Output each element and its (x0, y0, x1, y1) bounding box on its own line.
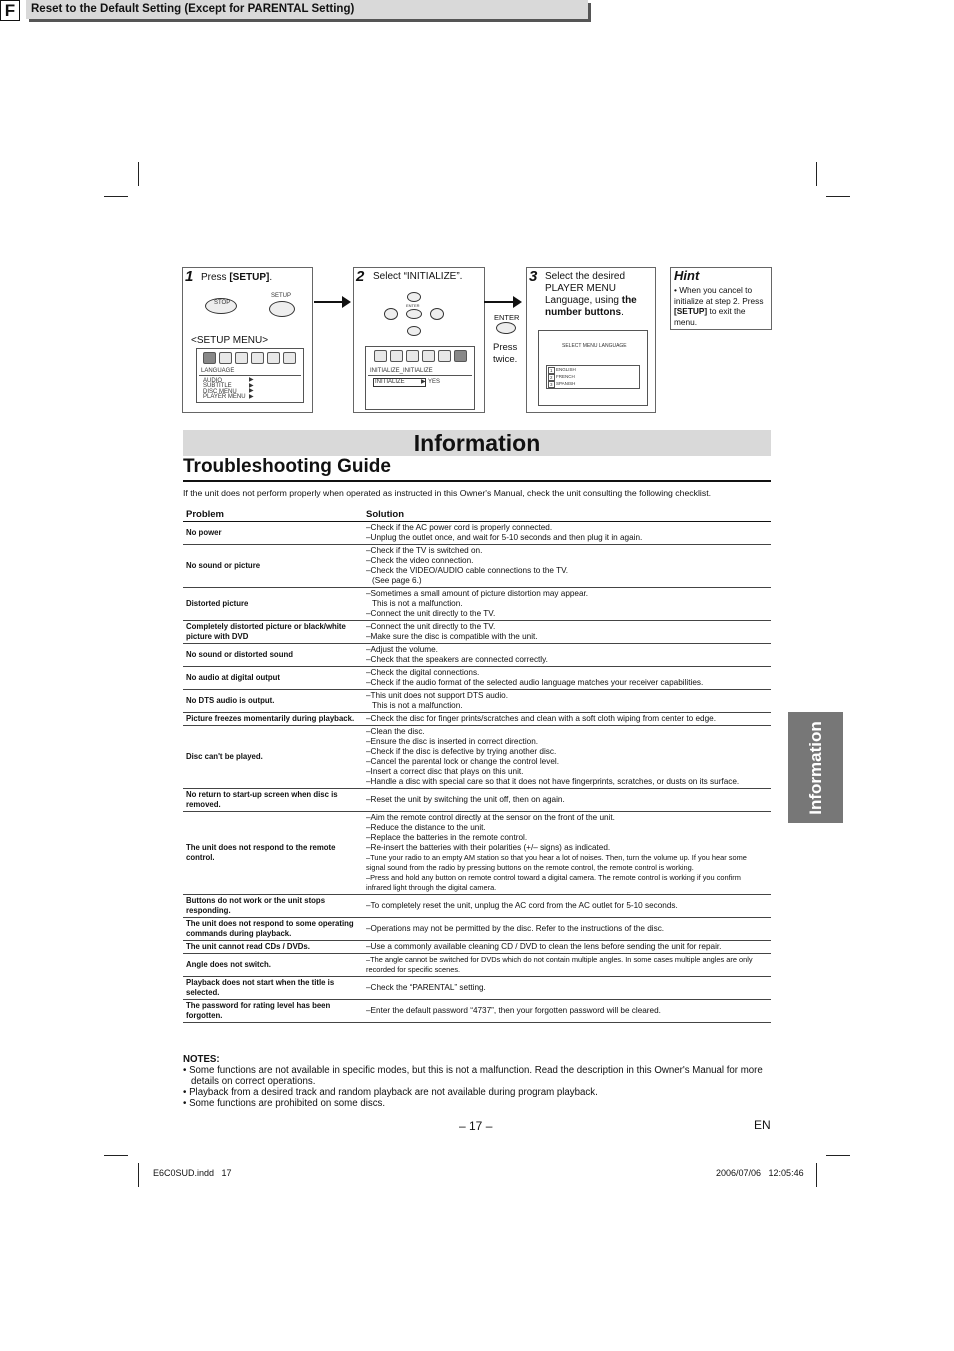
solution-line: –Aim the remote control directly at the sensor on the front of the unit. (366, 813, 615, 822)
parental-icon (251, 352, 264, 364)
solution-cell (363, 644, 771, 667)
crop-mark (816, 1163, 817, 1187)
enter-small-label: ENTER (406, 303, 420, 308)
table-row (183, 726, 771, 789)
solution-cell (363, 667, 771, 690)
language-icon (203, 352, 216, 364)
solution-line: –Check if the AC power cord is properly connected. (366, 523, 553, 532)
table-row (183, 918, 771, 941)
option-number: 1 (550, 368, 553, 373)
solution-line: –Check if the TV is switched on. (366, 546, 483, 555)
footer-filename: E6C0SUD.indd 17 (153, 1168, 232, 1178)
problem-cell: The unit cannot read CDs / DVDs. (183, 941, 363, 954)
screen-header: LANGUAGE (201, 368, 235, 374)
solution-line: –Make sure the disc is compatible with the unit. (366, 632, 538, 641)
step-2-panel (353, 267, 485, 413)
solution-line: –Handle a disc with special care so that it does not have fingerprints, scratches, or dusts on its surface. (366, 777, 740, 786)
problem-cell: Angle does not switch. (183, 954, 363, 977)
problem-cell: No power (183, 522, 363, 545)
language-option: SPANISH (556, 381, 576, 386)
display-icon (219, 352, 232, 364)
setup-button[interactable] (269, 301, 295, 317)
crop-mark (816, 162, 817, 186)
solution-line: –Replace the batteries in the remote control. (366, 833, 528, 842)
solution-line: –Press and hold any button on remote control toward a digital camera. The remote control is working if you confirm infrared light through the digital camera. (366, 873, 741, 892)
language-icon (374, 350, 387, 362)
solution-line: –Clean the disc. (366, 727, 425, 736)
hint-title: Hint (674, 268, 700, 283)
table-row (183, 954, 771, 977)
crop-mark (138, 1163, 139, 1187)
solution-line: –Check the disc for finger prints/scratches and clean with a soft cloth wiping from center to edge. (366, 714, 716, 723)
solution-line: This is not a malfunction. (372, 599, 463, 608)
problem-cell: Buttons do not work or the unit stops responding. (183, 895, 363, 918)
initialize-value: YES (428, 379, 441, 385)
enter-button[interactable] (496, 322, 516, 334)
left-button[interactable] (384, 308, 398, 320)
screen-divider (199, 375, 301, 376)
solution-line: –To completely reset the unit, unplug the AC cord from the AC outlet for 5-10 seconds. (366, 901, 678, 910)
audio-icon (406, 350, 419, 362)
intro-text: If the unit does not perform properly when operated as instructed in this Owner's Manual, check the unit consulting the following checklist. (183, 488, 712, 498)
step-3-panel (526, 267, 656, 413)
problem-cell: Distorted picture (183, 588, 363, 621)
language-screen (538, 330, 648, 406)
step-text-bold: [SETUP] (229, 272, 270, 283)
footer-timestamp: 2006/07/06 12:05:46 (716, 1168, 804, 1178)
up-button[interactable] (407, 292, 421, 302)
page-title: Information (183, 430, 771, 456)
note-item: • Some functions are prohibited on some discs. (183, 1098, 386, 1109)
language-option: FRENCH (556, 374, 575, 379)
section-title: Reset to the Default Setting (Except for PARENTAL Setting) (26, 0, 588, 19)
screen-header: SELECT MENU LANGUAGE (562, 343, 627, 349)
stop-label: STOP (214, 300, 231, 306)
screen-header: INITIALIZE_INITIALIZE (370, 368, 433, 374)
screen-divider (368, 375, 472, 376)
table-row (183, 522, 771, 545)
solution-line: –This unit does not support DTS audio. (366, 691, 508, 700)
others-icon (267, 352, 280, 364)
solution-line: –Sometimes a small amount of picture distortion may appear. (366, 589, 589, 598)
menu-item: SUBTITLE (203, 383, 232, 389)
table-body (183, 522, 771, 1023)
solution-cell (363, 522, 771, 545)
table-row (183, 545, 771, 588)
menu-item: PLAYER MENU (203, 394, 246, 400)
language-code: EN (754, 1118, 771, 1132)
solution-cell (363, 941, 771, 954)
table-row (183, 667, 771, 690)
solution-line: –Check the digital connections. (366, 668, 480, 677)
heading-divider (183, 480, 771, 482)
option-number: 3 (550, 382, 553, 387)
setup-menu-label: <SETUP MENU> (191, 335, 269, 346)
column-header-solution: Solution (363, 507, 771, 522)
arrow-right-icon (314, 301, 349, 303)
menu-icon-row (374, 350, 467, 362)
step-text: . (621, 307, 624, 318)
problem-cell: The password for rating level has been forgotten. (183, 1000, 363, 1023)
solution-cell (363, 545, 771, 588)
hint-box (670, 267, 772, 330)
initialize-screen (365, 346, 475, 410)
solution-cell (363, 588, 771, 621)
solution-cell (363, 812, 771, 895)
solution-line: –Check the VIDEO/AUDIO cable connections to the TV. (366, 566, 569, 575)
problem-cell: No sound or distorted sound (183, 644, 363, 667)
notes-title: NOTES: (183, 1054, 220, 1065)
press-twice-label: Press twice. (493, 342, 518, 365)
menu-item: AUDIO (203, 378, 223, 384)
section-f-header (0, 0, 588, 22)
arrow-right-icon (484, 301, 520, 303)
table-row (183, 1000, 771, 1023)
solution-line: –Operations may not be permitted by the disc. Refer to the instructions of the disc. (366, 924, 665, 933)
solution-line: –Re-insert the batteries with their polarities (+/– signs) as indicated. (366, 843, 611, 852)
table-row (183, 977, 771, 1000)
crop-mark (826, 196, 850, 197)
right-button[interactable] (430, 308, 444, 320)
solution-line: –Reduce the distance to the unit. (366, 823, 486, 832)
solution-line: (See page 6.) (372, 576, 422, 585)
table-row (183, 588, 771, 621)
solution-cell (363, 713, 771, 726)
language-option: ENGLISH (556, 367, 576, 372)
enter-label: ENTER (494, 313, 520, 322)
step-number: 1 (185, 268, 194, 285)
solution-line: –Connect the unit directly to the TV. (366, 609, 496, 618)
solution-line: –Check that the speakers are connected correctly. (366, 655, 548, 664)
problem-cell: No sound or picture (183, 545, 363, 588)
solution-line: –Ensure the disc is inserted in correct direction. (366, 737, 539, 746)
solution-cell (363, 918, 771, 941)
solution-cell (363, 690, 771, 713)
language-options-box (546, 365, 640, 389)
hint-text (674, 285, 770, 327)
solution-cell (363, 726, 771, 789)
down-button[interactable] (407, 326, 421, 336)
solution-cell (363, 789, 771, 812)
hint-text-part: • When you cancel to initialize at step 2. Press (674, 285, 764, 306)
note-item: • Playback from a desired track and random playback are not available during program playback. (183, 1087, 598, 1098)
note-item: • Some functions are not available in specific modes, but this is not a malfunction. Read the description in this Owner's Manual for more details on correct operations. (183, 1065, 763, 1087)
column-header-problem: Problem (183, 507, 363, 522)
step-1-instruction (201, 272, 272, 284)
arrow-right-icon: ▶ (421, 379, 426, 385)
solution-line: This is not a malfunction. (372, 701, 463, 710)
step-1-panel (182, 267, 313, 413)
solution-line: –The angle cannot be switched for DVDs which do not contain multiple angles. In some cases multiple angles are only recorded for specific scenes. (366, 955, 753, 974)
others-icon (438, 350, 451, 362)
table-row (183, 644, 771, 667)
problem-cell: The unit does not respond to some operating commands during playback. (183, 918, 363, 941)
parental-icon (422, 350, 435, 362)
solution-cell (363, 895, 771, 918)
solution-line: –Cancel the parental lock or change the control level. (366, 757, 559, 766)
step-text-bold: the number buttons (545, 295, 637, 318)
problem-cell: Completely distorted picture or black/white picture with DVD (183, 621, 363, 644)
table-row (183, 895, 771, 918)
solution-cell (363, 621, 771, 644)
initialize-icon (283, 352, 296, 364)
section-letter: F (0, 0, 20, 21)
table-row (183, 789, 771, 812)
crop-mark (826, 1155, 850, 1156)
table-row (183, 621, 771, 644)
solution-line: –Check if the audio format of the selected audio language matches your receiver capabilities. (366, 678, 704, 687)
solution-line: –Enter the default password “4737”, then your forgotten password will be cleared. (366, 1006, 661, 1015)
solution-cell (363, 1000, 771, 1023)
solution-line: –Reset the unit by switching the unit off, then on again. (366, 795, 565, 804)
audio-icon (235, 352, 248, 364)
solution-line: –Use a commonly available cleaning CD / DVD to clean the lens before sending the unit for repair. (366, 942, 722, 951)
table-row (183, 690, 771, 713)
solution-line: –Check the “PARENTAL” setting. (366, 983, 486, 992)
problem-cell: Disc can't be played. (183, 726, 363, 789)
setup-menu-screen (196, 348, 304, 403)
initialize-item: INITIALIZE (373, 378, 426, 387)
problem-cell: The unit does not respond to the remote control. (183, 812, 363, 895)
table-row (183, 812, 771, 895)
problem-cell: Picture freezes momentarily during playback. (183, 713, 363, 726)
display-icon (390, 350, 403, 362)
step-3-instruction (545, 271, 653, 319)
page-number: – 17 – (459, 1119, 493, 1133)
arrow-right-icon: ▶ ▶ ▶ ▶ (249, 377, 254, 400)
table-row (183, 713, 771, 726)
problem-cell: Playback does not start when the title is selected. (183, 977, 363, 1000)
enter-button[interactable] (406, 309, 422, 319)
hint-text-part: to exit the menu. (674, 306, 746, 327)
solution-line: –Insert a correct disc that plays on this unit. (366, 767, 524, 776)
step-text: Select the desired PLAYER MENU Language, using (545, 271, 626, 306)
solution-line: –Check if the disc is defective by trying another disc. (366, 747, 557, 756)
step-number: 3 (529, 268, 538, 285)
section-heading: Troubleshooting Guide (183, 456, 391, 477)
step-text: Press (201, 272, 230, 283)
step-2-instruction: Select “INITIALIZE”. (373, 271, 463, 282)
problem-cell: No return to start-up screen when disc is removed. (183, 789, 363, 812)
solution-cell (363, 954, 771, 977)
step-text: . (269, 272, 273, 283)
hint-text-bold: [SETUP] (674, 306, 708, 316)
solution-line: –Check the video connection. (366, 556, 474, 565)
crop-mark (104, 1155, 128, 1156)
solution-line: –Tune your radio to an empty AM station so that you hear a lot of noises. Then, turn the volume up. If you hear some signal sound from the radio by pressing buttons on the remote control, the remote control is working. (366, 853, 747, 872)
problem-cell: No DTS audio is output. (183, 690, 363, 713)
setup-label: SETUP (271, 293, 292, 299)
menu-icon-row (203, 352, 296, 364)
solution-cell (363, 977, 771, 1000)
solution-line: –Adjust the volume. (366, 645, 438, 654)
side-tab (788, 712, 843, 823)
troubleshooting-table (183, 507, 771, 1023)
crop-mark (104, 196, 128, 197)
crop-mark (138, 162, 139, 186)
step-number: 2 (356, 268, 365, 285)
problem-cell: No audio at digital output (183, 667, 363, 690)
solution-line: –Connect the unit directly to the TV. (366, 622, 496, 631)
option-number: 2 (550, 375, 553, 380)
solution-line: –Unplug the outlet once, and wait for 5-10 seconds and then plug it in again. (366, 533, 643, 542)
initialize-icon (454, 350, 467, 362)
table-header-row (183, 507, 771, 522)
table-row (183, 941, 771, 954)
menu-item: DISC MENU (203, 389, 237, 395)
side-tab-label: Information (805, 720, 825, 815)
notes-block (183, 1054, 773, 1109)
